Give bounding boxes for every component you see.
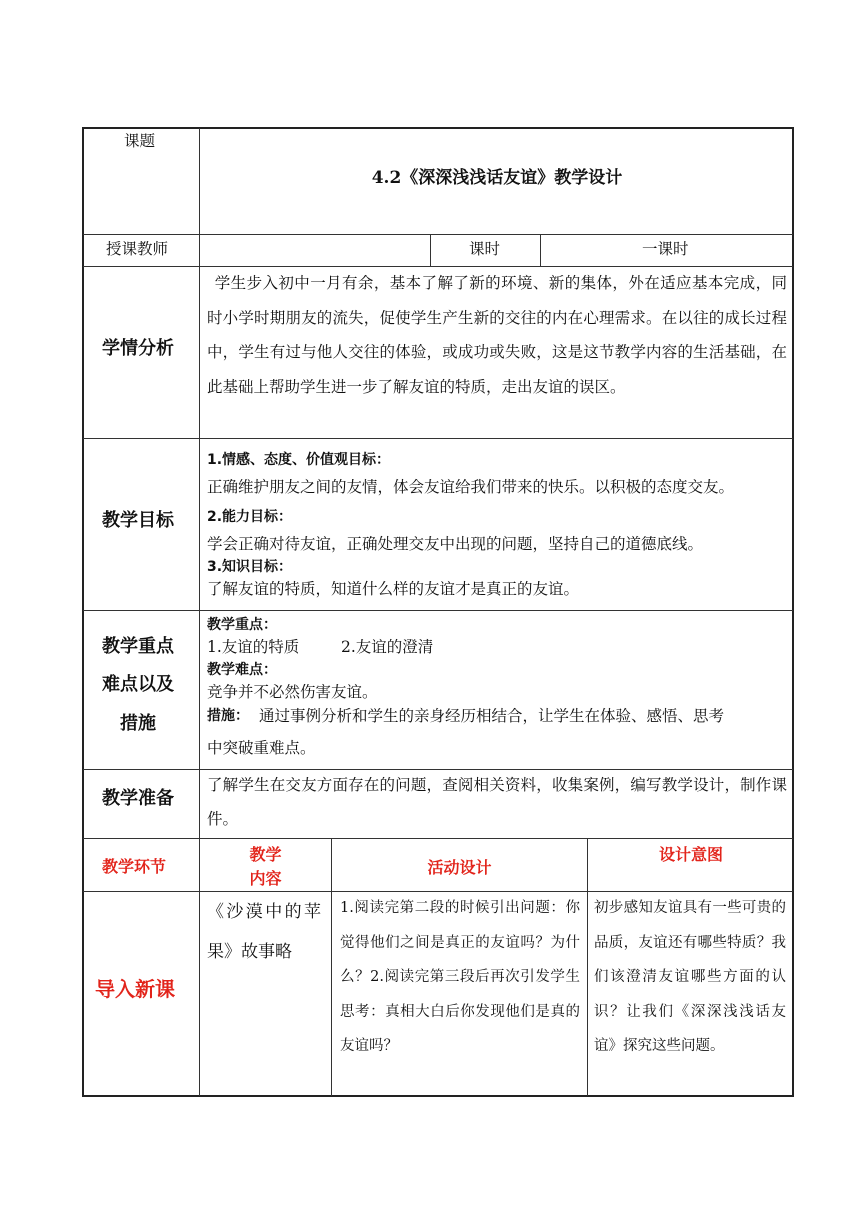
goal-2-title: 2.能力目标：: [207, 509, 293, 525]
col-header-activity: 活动设计: [427, 858, 492, 877]
difficulty-text: 竞争并不必然伤害友谊。: [207, 683, 378, 701]
measures-title: 措施：: [207, 708, 249, 724]
col-header-content-line2: 内容: [249, 869, 282, 888]
goal-3-title: 3.知识目标：: [207, 559, 293, 575]
analysis-text: 学生步入初中一月有余，基本了解了新的环境、新的集体，外在适应基本完成，同时小学时期朋友的流失，促使学生产生新的交往的内在心理需求。在以往的成长过程中，学生有过与他人交往的体验，或成功或失败，这是这节教学内容的生活基础，在此基础上帮助学生进一步了解友谊的特质，走出友谊的误区。: [207, 274, 787, 396]
page-title: 4.2《深深浅浅话友谊》教学设计: [371, 168, 623, 188]
focus-item-2: 2.友谊的澄清: [341, 638, 434, 656]
focus-title: 教学重点：: [207, 617, 277, 633]
hours-value: 一课时: [642, 240, 689, 258]
col-header-intent: 设计意图: [658, 845, 723, 864]
col-divider: [199, 128, 200, 1096]
goals-label: 教学目标: [102, 510, 174, 531]
goal-1-text: 正确维护朋友之间的友情，体会友谊给我们带来的快乐。以积极的态度交友。: [207, 478, 735, 496]
keypoints-label-line3: 措施: [120, 713, 156, 734]
teacher-label: 授课教师: [106, 240, 169, 258]
row-divider: [83, 838, 793, 839]
hours-label: 课时: [469, 240, 501, 258]
prep-label: 教学准备: [102, 788, 174, 809]
intro-stage: 导入新课: [95, 977, 175, 1001]
goal-1-title: 1.情感、态度、价值观目标：: [207, 452, 391, 468]
measures-text-line2: 中突破重难点。: [207, 739, 316, 757]
analysis-label: 学情分析: [102, 338, 174, 359]
difficulty-title: 教学难点：: [207, 662, 277, 678]
col-divider: [430, 234, 431, 266]
measures-text-line1: 通过事例分析和学生的亲身经历相结合，让学生在体验、感悟、思考: [259, 707, 725, 725]
topic-label: 课题: [124, 132, 156, 150]
row-divider: [83, 438, 793, 439]
focus-item-1: 1.友谊的特质: [207, 638, 300, 656]
keypoints-label-line2: 难点以及: [102, 674, 174, 695]
col-header-stage: 教学环节: [102, 857, 167, 876]
col-header-content-line1: 教学: [249, 845, 282, 864]
goal-3-text: 了解友谊的特质，知道什么样的友谊才是真正的友谊。: [207, 580, 580, 598]
intro-activity: 1.阅读完第二段的时候引出问题：你觉得他们之间是真正的友谊吗？为什么？2.阅读完第三段后再次引发学生思考：真相大白后你发现他们是真的友谊吗？: [340, 900, 580, 1054]
col-divider: [587, 838, 588, 1096]
intro-content: 《沙漠中的苹果》故事略: [207, 902, 321, 962]
row-divider: [83, 234, 793, 235]
goal-2-text: 学会正确对待友谊，正确处理交友中出现的问题，坚持自己的道德底线。: [207, 535, 704, 553]
intro-intent: 初步感知友谊具有一些可贵的品质，友谊还有哪些特质？我们该澄清友谊哪些方面的认识？让我们《深深浅浅话友谊》探究这些问题。: [594, 900, 786, 1054]
row-divider: [83, 610, 793, 611]
keypoints-label-line1: 教学重点: [102, 636, 174, 657]
prep-text: 了解学生在交友方面存在的问题，查阅相关资料，收集案例，编写教学设计，制作课件。: [207, 776, 787, 828]
col-divider: [540, 234, 541, 266]
